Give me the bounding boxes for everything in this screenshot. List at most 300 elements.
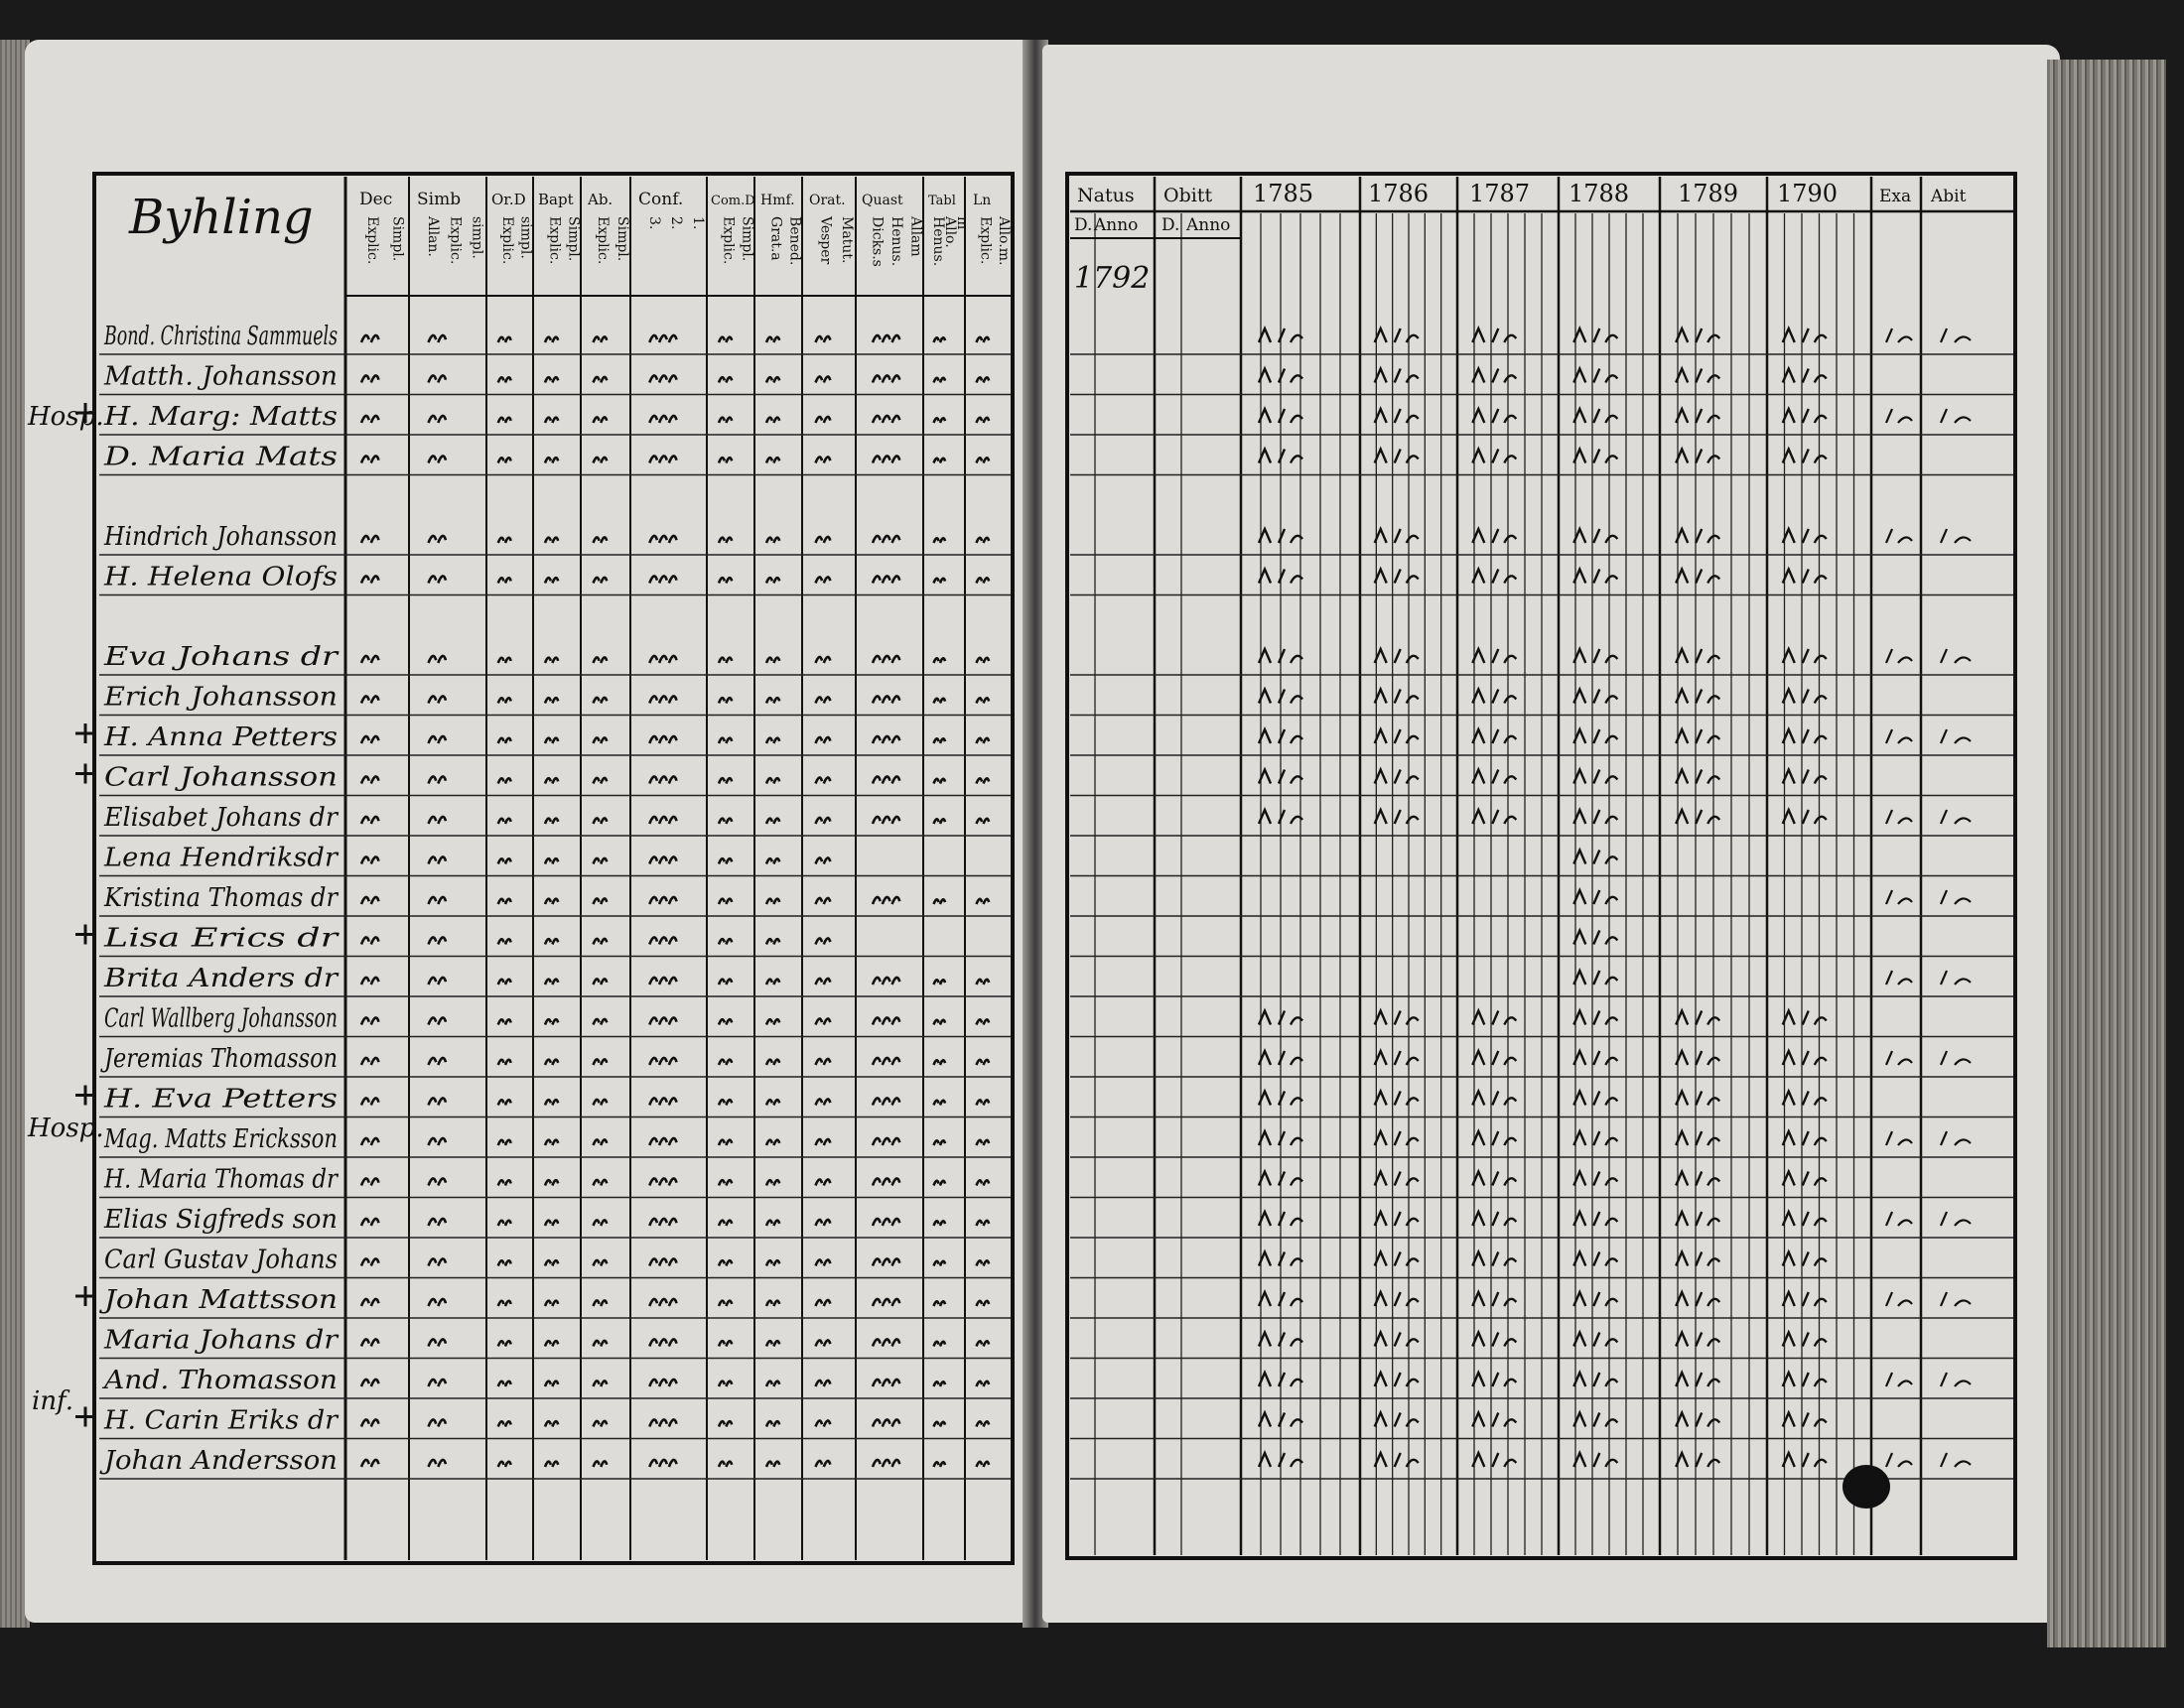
abit-mark bbox=[1941, 649, 1971, 663]
col-subheader-text: simpl. bbox=[469, 216, 485, 259]
tally-mark bbox=[977, 1060, 990, 1065]
tally-mark bbox=[361, 1098, 379, 1105]
register-name: Matth. Johansson bbox=[102, 361, 338, 392]
tally-mark bbox=[816, 697, 831, 703]
tally-mark bbox=[977, 337, 990, 342]
tally-mark bbox=[719, 1462, 732, 1467]
tally-mark bbox=[719, 1381, 732, 1386]
tally-mark bbox=[429, 456, 447, 462]
tally-mark bbox=[719, 538, 732, 543]
tally-mark bbox=[766, 1019, 779, 1024]
tally-mark bbox=[873, 817, 899, 824]
year-tally-mark bbox=[1375, 1092, 1419, 1106]
year-tally-mark bbox=[1573, 1212, 1617, 1226]
tally-mark bbox=[649, 1299, 676, 1306]
tally-mark bbox=[429, 1098, 447, 1105]
tally-mark bbox=[816, 1059, 831, 1065]
register-name: Lisa Erics dr bbox=[102, 923, 341, 954]
register-name: H. Marg: Matts bbox=[102, 402, 338, 432]
tally-mark bbox=[361, 817, 379, 824]
tally-mark bbox=[977, 1421, 990, 1426]
tally-mark bbox=[934, 699, 946, 704]
tally-mark bbox=[934, 1060, 946, 1065]
tally-mark bbox=[934, 1020, 946, 1025]
tally-mark bbox=[719, 1221, 732, 1226]
tally-mark bbox=[594, 1059, 608, 1065]
year-note-1792: 1792 bbox=[1074, 261, 1151, 296]
col-subheader-text: Explic. bbox=[447, 216, 464, 265]
register-name: Brita Anders dr bbox=[102, 964, 340, 993]
tally-mark bbox=[977, 458, 990, 462]
sub-header-anno-obitt: Anno bbox=[1186, 215, 1231, 235]
tally-mark bbox=[766, 698, 779, 703]
tally-mark bbox=[873, 576, 899, 583]
tally-mark bbox=[873, 656, 899, 663]
exa-mark bbox=[1886, 1131, 1912, 1145]
tally-mark bbox=[594, 898, 608, 904]
tally-mark bbox=[766, 418, 779, 423]
tally-mark bbox=[816, 577, 831, 583]
tally-mark bbox=[719, 1421, 732, 1426]
tally-mark bbox=[361, 696, 379, 703]
col-header-dec: Dec bbox=[359, 190, 393, 209]
col-header-exa: Exa bbox=[1879, 187, 1912, 206]
register-name: D. Maria Mats bbox=[102, 442, 338, 472]
col-header-1786: 1786 bbox=[1368, 180, 1430, 207]
tally-mark bbox=[816, 1220, 831, 1226]
tally-mark bbox=[545, 1100, 558, 1105]
tally-mark bbox=[934, 1462, 946, 1467]
abit-mark bbox=[1941, 1131, 1971, 1145]
tally-mark bbox=[498, 980, 511, 985]
tally-mark bbox=[766, 899, 779, 904]
year-tally-mark bbox=[1472, 1292, 1516, 1306]
year-tally-mark bbox=[1375, 1172, 1419, 1186]
col-header-1790: 1790 bbox=[1777, 180, 1839, 207]
register-name: Jeremias Thomasson bbox=[99, 1044, 338, 1074]
register-name: Carl Johansson bbox=[104, 762, 338, 793]
tally-mark bbox=[649, 978, 676, 985]
abit-mark bbox=[1941, 890, 1971, 904]
tally-mark bbox=[361, 1219, 379, 1226]
tally-mark bbox=[361, 335, 379, 342]
tally-mark bbox=[545, 538, 558, 543]
tally-mark bbox=[361, 375, 379, 382]
tally-mark bbox=[649, 696, 676, 703]
sub-header-d-obitt: D. bbox=[1161, 215, 1180, 235]
tally-mark bbox=[594, 657, 608, 663]
tally-mark bbox=[649, 335, 676, 342]
tally-mark bbox=[719, 458, 732, 462]
tally-mark bbox=[649, 1178, 676, 1185]
tally-mark bbox=[498, 698, 511, 703]
tally-mark bbox=[498, 939, 511, 944]
tally-mark bbox=[545, 1421, 558, 1426]
sub-header-anno-natus: Anno bbox=[1094, 215, 1139, 235]
tally-mark bbox=[594, 1220, 608, 1226]
tally-mark bbox=[649, 897, 676, 904]
tally-mark bbox=[649, 416, 676, 423]
tally-mark bbox=[977, 1341, 990, 1346]
exa-mark bbox=[1886, 971, 1912, 985]
tally-mark bbox=[719, 778, 732, 783]
tally-mark bbox=[977, 698, 990, 703]
col-subheader-text: Bened. bbox=[786, 216, 803, 266]
year-tally-mark bbox=[1472, 1252, 1516, 1266]
tally-mark bbox=[594, 698, 608, 704]
abit-mark bbox=[1941, 971, 1971, 985]
tally-mark bbox=[766, 1301, 779, 1306]
ink-blot bbox=[1843, 1465, 1890, 1509]
col-subheader-text: Simpl. bbox=[739, 216, 755, 262]
tally-mark bbox=[429, 856, 447, 863]
tally-mark bbox=[719, 1341, 732, 1346]
tally-mark bbox=[594, 1300, 608, 1306]
register-name: H. Maria Thomas dr bbox=[103, 1164, 340, 1195]
tally-mark bbox=[934, 1181, 946, 1186]
left-catechism-marks bbox=[361, 335, 989, 1467]
tally-mark bbox=[429, 937, 447, 944]
year-tally-mark bbox=[1573, 690, 1617, 704]
exa-mark bbox=[1886, 1292, 1912, 1306]
tally-mark bbox=[934, 658, 946, 663]
tally-mark bbox=[719, 738, 732, 743]
tally-mark bbox=[719, 858, 732, 863]
abit-mark bbox=[1941, 1453, 1971, 1467]
tally-mark bbox=[816, 1380, 831, 1386]
year-tally-mark bbox=[1472, 1373, 1516, 1386]
tally-mark bbox=[719, 698, 732, 703]
right-year-marks bbox=[1259, 328, 1971, 1509]
tally-mark bbox=[934, 899, 946, 904]
col-subheader-text: Explic. bbox=[595, 216, 611, 265]
year-tally-mark bbox=[1375, 1051, 1419, 1065]
tally-mark bbox=[498, 1301, 511, 1306]
tally-mark bbox=[545, 458, 558, 462]
year-tally-mark bbox=[1375, 770, 1419, 784]
tally-mark bbox=[934, 378, 946, 383]
col-subheader-text: Simpl. bbox=[565, 216, 582, 262]
tally-mark bbox=[766, 858, 779, 863]
tally-mark bbox=[873, 456, 899, 462]
col-subheader-text: Explic. bbox=[720, 216, 737, 265]
year-tally-mark bbox=[1573, 1092, 1617, 1106]
abit-mark bbox=[1941, 1292, 1971, 1306]
register-name: Hindrich Johansson bbox=[103, 522, 339, 552]
year-tally-mark bbox=[1472, 1212, 1516, 1226]
tally-mark bbox=[977, 899, 990, 904]
col-header-abit: Abit bbox=[1931, 187, 1967, 206]
tally-mark bbox=[545, 377, 558, 382]
register-name: H. Anna Petters bbox=[102, 723, 339, 752]
tally-mark bbox=[361, 576, 379, 583]
tally-mark bbox=[594, 939, 608, 945]
tally-mark bbox=[766, 1180, 779, 1185]
col-header-bapt: Bapt bbox=[538, 191, 574, 208]
tally-mark bbox=[766, 578, 779, 583]
year-tally-mark bbox=[1375, 690, 1419, 704]
tally-mark bbox=[649, 536, 676, 543]
register-name: H. Helena Olofs bbox=[102, 562, 338, 592]
tally-mark bbox=[816, 657, 831, 663]
tally-mark bbox=[498, 1341, 511, 1346]
tally-mark bbox=[977, 1221, 990, 1226]
tally-mark bbox=[429, 1380, 447, 1386]
tally-mark bbox=[873, 1380, 899, 1386]
year-tally-mark bbox=[1472, 1333, 1516, 1347]
tally-mark bbox=[934, 459, 946, 463]
tally-mark bbox=[873, 696, 899, 703]
year-tally-mark bbox=[1573, 328, 1617, 342]
tally-mark bbox=[594, 979, 608, 985]
tally-mark bbox=[977, 377, 990, 382]
tally-mark bbox=[934, 819, 946, 824]
tally-mark bbox=[498, 899, 511, 904]
left-column-subheaders bbox=[364, 215, 1012, 267]
tally-mark bbox=[545, 1260, 558, 1265]
tally-mark bbox=[498, 658, 511, 663]
year-tally-mark bbox=[1472, 369, 1516, 383]
tally-mark bbox=[429, 335, 447, 342]
tally-mark bbox=[498, 458, 511, 462]
col-header-1785: 1785 bbox=[1253, 180, 1314, 207]
exa-mark bbox=[1886, 1453, 1912, 1467]
tally-mark bbox=[816, 457, 831, 462]
col-header-conf: Conf. bbox=[638, 190, 684, 209]
col-header-orat: Orat. bbox=[809, 193, 846, 208]
tally-mark bbox=[873, 416, 899, 423]
tally-mark bbox=[649, 1258, 676, 1265]
year-tally-mark bbox=[1573, 971, 1617, 985]
tally-mark bbox=[873, 978, 899, 985]
year-tally-mark bbox=[1375, 328, 1419, 342]
tally-mark bbox=[361, 978, 379, 985]
tally-mark bbox=[649, 1419, 676, 1426]
tally-mark bbox=[816, 818, 831, 824]
tally-mark bbox=[361, 656, 379, 663]
tally-mark bbox=[361, 1460, 379, 1467]
tally-mark bbox=[816, 1179, 831, 1185]
exa-mark bbox=[1886, 890, 1912, 904]
tally-mark bbox=[934, 1101, 946, 1106]
tally-mark bbox=[649, 1098, 676, 1105]
tally-mark bbox=[934, 1342, 946, 1347]
exa-mark bbox=[1886, 529, 1912, 543]
margin-note-hosp-2: Hosp. bbox=[28, 1114, 104, 1143]
tally-mark bbox=[594, 1019, 608, 1025]
year-tally-mark bbox=[1375, 529, 1419, 543]
year-tally-mark bbox=[1472, 1172, 1516, 1186]
tally-mark bbox=[766, 337, 779, 342]
tally-mark bbox=[545, 1019, 558, 1024]
tally-mark bbox=[766, 1221, 779, 1226]
col-header-hmf: Hmf. bbox=[760, 193, 795, 208]
tally-mark bbox=[934, 1381, 946, 1386]
tally-mark bbox=[977, 1019, 990, 1024]
tally-mark bbox=[816, 938, 831, 944]
year-tally-mark bbox=[1375, 409, 1419, 423]
register-name: Eva Johans dr bbox=[102, 642, 341, 672]
col-subheader-text: Simpl. bbox=[614, 216, 630, 262]
tally-mark bbox=[649, 1380, 676, 1386]
tally-mark bbox=[361, 736, 379, 743]
register-name: Bond. Christina Sammuels bbox=[103, 322, 339, 351]
col-header-1789: 1789 bbox=[1678, 180, 1739, 207]
tally-mark bbox=[429, 1219, 447, 1226]
tally-mark bbox=[934, 1301, 946, 1306]
tally-mark bbox=[719, 819, 732, 824]
year-tally-mark bbox=[1573, 810, 1617, 824]
tally-mark bbox=[498, 1260, 511, 1265]
tally-mark bbox=[934, 538, 946, 543]
tally-mark bbox=[361, 1178, 379, 1185]
tally-mark bbox=[545, 1462, 558, 1467]
tally-mark bbox=[649, 736, 676, 743]
register-name: Johan Andersson bbox=[98, 1446, 338, 1476]
year-tally-mark bbox=[1375, 369, 1419, 383]
margin-note-inf: inf. bbox=[32, 1386, 74, 1416]
tally-mark bbox=[719, 1140, 732, 1145]
tally-mark bbox=[873, 536, 899, 543]
tally-mark bbox=[361, 1017, 379, 1024]
tally-mark bbox=[766, 1260, 779, 1265]
left-names-column bbox=[75, 322, 340, 1476]
col-subheader-text: Simpl. bbox=[389, 216, 406, 262]
tally-mark bbox=[361, 897, 379, 904]
year-tally-mark bbox=[1375, 1413, 1419, 1427]
tally-mark bbox=[545, 738, 558, 743]
tally-mark bbox=[498, 738, 511, 743]
year-tally-mark bbox=[1472, 450, 1516, 463]
register-name: Carl Gustav Johans bbox=[104, 1245, 338, 1275]
exa-mark bbox=[1886, 729, 1912, 743]
col-header-ln: Ln bbox=[973, 193, 992, 208]
tally-mark bbox=[649, 776, 676, 783]
year-tally-mark bbox=[1375, 1212, 1419, 1226]
col-subheader-text: Allam bbox=[907, 216, 924, 257]
year-tally-mark bbox=[1573, 1252, 1617, 1266]
tally-mark bbox=[361, 776, 379, 783]
tally-mark bbox=[594, 578, 608, 584]
tally-mark bbox=[498, 1462, 511, 1467]
tally-mark bbox=[816, 857, 831, 863]
abit-mark bbox=[1941, 729, 1971, 743]
tally-mark bbox=[429, 897, 447, 904]
tally-mark bbox=[594, 778, 608, 784]
tally-mark bbox=[816, 1139, 831, 1145]
tally-mark bbox=[934, 1261, 946, 1266]
tally-mark bbox=[361, 1058, 379, 1065]
tally-mark bbox=[649, 856, 676, 863]
tally-mark bbox=[816, 1461, 831, 1467]
tally-mark bbox=[977, 980, 990, 985]
tally-mark bbox=[545, 578, 558, 583]
col-subheader-text: Explic. bbox=[546, 216, 563, 265]
tally-mark bbox=[545, 899, 558, 904]
col-subheader-text: 3. bbox=[645, 216, 662, 230]
col-subheader-text: Explic. bbox=[498, 216, 515, 265]
abit-mark bbox=[1941, 529, 1971, 543]
tally-mark bbox=[429, 1178, 447, 1185]
right-column-headers bbox=[1074, 180, 1967, 235]
year-tally-mark bbox=[1472, 1011, 1516, 1025]
exa-mark bbox=[1886, 1051, 1912, 1065]
tally-mark bbox=[766, 538, 779, 543]
col-subheader-text: Explic. bbox=[364, 216, 381, 265]
register-name: Lena Hendriksdr bbox=[102, 843, 340, 873]
tally-mark bbox=[594, 1421, 608, 1427]
tally-mark bbox=[766, 1140, 779, 1145]
year-tally-mark bbox=[1375, 1453, 1419, 1467]
year-tally-mark bbox=[1573, 1333, 1617, 1347]
tally-mark bbox=[766, 377, 779, 382]
tally-mark bbox=[719, 899, 732, 904]
col-subheader-text: Grat.a bbox=[767, 216, 784, 261]
year-tally-mark bbox=[1472, 570, 1516, 584]
col-subheader-text: Henus. bbox=[929, 216, 946, 267]
tally-mark bbox=[766, 1060, 779, 1065]
tally-mark bbox=[429, 536, 447, 543]
tally-mark bbox=[361, 856, 379, 863]
tally-mark bbox=[977, 1140, 990, 1145]
tally-mark bbox=[873, 1058, 899, 1065]
exa-mark bbox=[1886, 1212, 1912, 1226]
register-name: H. Eva Petters bbox=[102, 1084, 338, 1115]
tally-mark bbox=[429, 1058, 447, 1065]
tally-mark bbox=[498, 538, 511, 543]
year-tally-mark bbox=[1375, 1011, 1419, 1025]
tally-mark bbox=[934, 779, 946, 784]
tally-mark bbox=[766, 939, 779, 944]
tally-mark bbox=[977, 1381, 990, 1386]
register-name: Mag. Matts Ericksson bbox=[103, 1124, 338, 1154]
tally-mark bbox=[429, 696, 447, 703]
tally-mark bbox=[361, 1258, 379, 1265]
tally-mark bbox=[649, 1058, 676, 1065]
year-tally-mark bbox=[1375, 1333, 1419, 1347]
tally-mark bbox=[361, 1380, 379, 1386]
tally-mark bbox=[977, 538, 990, 543]
tally-mark bbox=[498, 418, 511, 423]
tally-mark bbox=[361, 456, 379, 462]
tally-mark bbox=[816, 1099, 831, 1105]
col-subheader-text: Vesper bbox=[817, 216, 834, 265]
tally-mark bbox=[977, 1180, 990, 1185]
year-tally-mark bbox=[1573, 409, 1617, 423]
tally-mark bbox=[719, 1180, 732, 1185]
tally-mark bbox=[594, 1341, 608, 1347]
tally-mark bbox=[977, 658, 990, 663]
tally-mark bbox=[361, 536, 379, 543]
tally-mark bbox=[934, 1140, 946, 1145]
tally-mark bbox=[934, 980, 946, 985]
tally-mark bbox=[816, 1259, 831, 1265]
tally-mark bbox=[545, 1341, 558, 1346]
tally-mark bbox=[649, 656, 676, 663]
register-name: Kristina Thomas dr bbox=[103, 883, 340, 913]
tally-mark bbox=[594, 1100, 608, 1106]
tally-mark bbox=[545, 337, 558, 342]
col-subheader-text: 1. bbox=[689, 216, 706, 230]
tally-mark bbox=[594, 1180, 608, 1186]
abit-mark bbox=[1941, 810, 1971, 824]
col-subheader-text: Allo. bbox=[941, 216, 958, 248]
year-tally-mark bbox=[1472, 770, 1516, 784]
tally-mark bbox=[934, 738, 946, 743]
tally-mark bbox=[766, 1100, 779, 1105]
register-name: Maria Johans dr bbox=[102, 1325, 340, 1356]
tally-mark bbox=[361, 1419, 379, 1426]
